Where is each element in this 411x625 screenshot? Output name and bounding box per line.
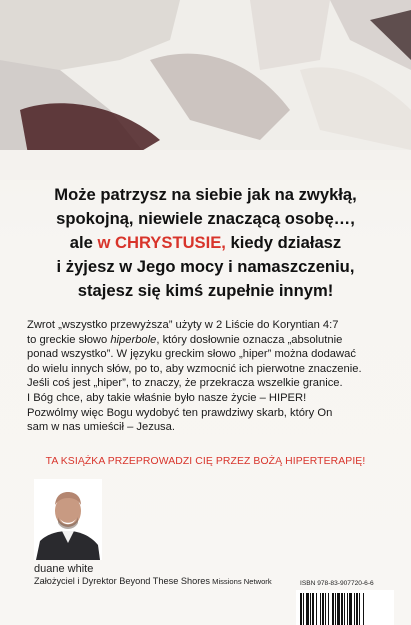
isbn-label: ISBN 978-83-907720-6-6: [300, 580, 374, 587]
body-line-3: ponad wszystko”. W języku greckim słowo „hiper” można dodawać: [27, 348, 356, 361]
headline-line-1: Może patrzysz na siebie jak na zwykłą,: [54, 185, 357, 204]
headline-accent: w CHRYSTUSIE,: [97, 233, 226, 252]
headline-line-3-pre: ale: [69, 233, 98, 252]
body-line-8: sam w nas umieścił – Jezusa.: [27, 421, 175, 434]
author-role-small: Missions Network: [210, 577, 272, 586]
body-line-2-emphasis: hiperbole: [110, 333, 157, 346]
body-line-5: Jeśli coś jest „hiper”, to znaczy, że przekracza wszelkie granice.: [27, 377, 343, 390]
tagline: TA KSIĄŻKA PRZEPROWADZI CIĘ PRZEZ BOŻĄ HIPERTERAPIĘ!: [45, 456, 366, 467]
author-name: duane white: [34, 563, 94, 575]
cover-background-art: [0, 0, 411, 180]
body-line-7: Pozwólmy więc Bogu wydobyć ten prawdziwy skarb, który On: [27, 406, 333, 419]
body-text: [27, 318, 391, 435]
body-line-2: [27, 333, 391, 348]
headline-line-4: i żyjesz w Jego mocy i namaszczeniu,: [56, 257, 355, 276]
body-line-6: I Bóg chce, aby takie właśnie było nasze życie – HIPER!: [27, 391, 307, 404]
author-role-main: Założyciel i Dyrektor Beyond These Shores: [34, 576, 211, 586]
headline: [14, 183, 397, 303]
isbn-barcode: [296, 590, 394, 625]
headline-line-3: [14, 231, 397, 255]
headline-line-2: spokojną, niewiele znaczącą osobę…,: [56, 209, 355, 228]
body-line-2-post: , który dosłownie oznacza „absolutnie: [156, 333, 343, 346]
body-line-1: Zwrot „wszystko przewyższa” użyty w 2 Liście do Koryntian 4:7: [27, 319, 339, 331]
body-line-4: do wielu innych słów, po to, aby wzmocnić ich pierwotne znaczenie.: [27, 362, 362, 375]
author-photo: [34, 479, 102, 560]
body-line-2-pre: to greckie słowo: [27, 333, 111, 346]
headline-line-3-post: kiedy działasz: [225, 233, 342, 252]
author-role: [34, 576, 272, 586]
headline-line-5: stajesz się kimś zupełnie innym!: [77, 281, 334, 300]
